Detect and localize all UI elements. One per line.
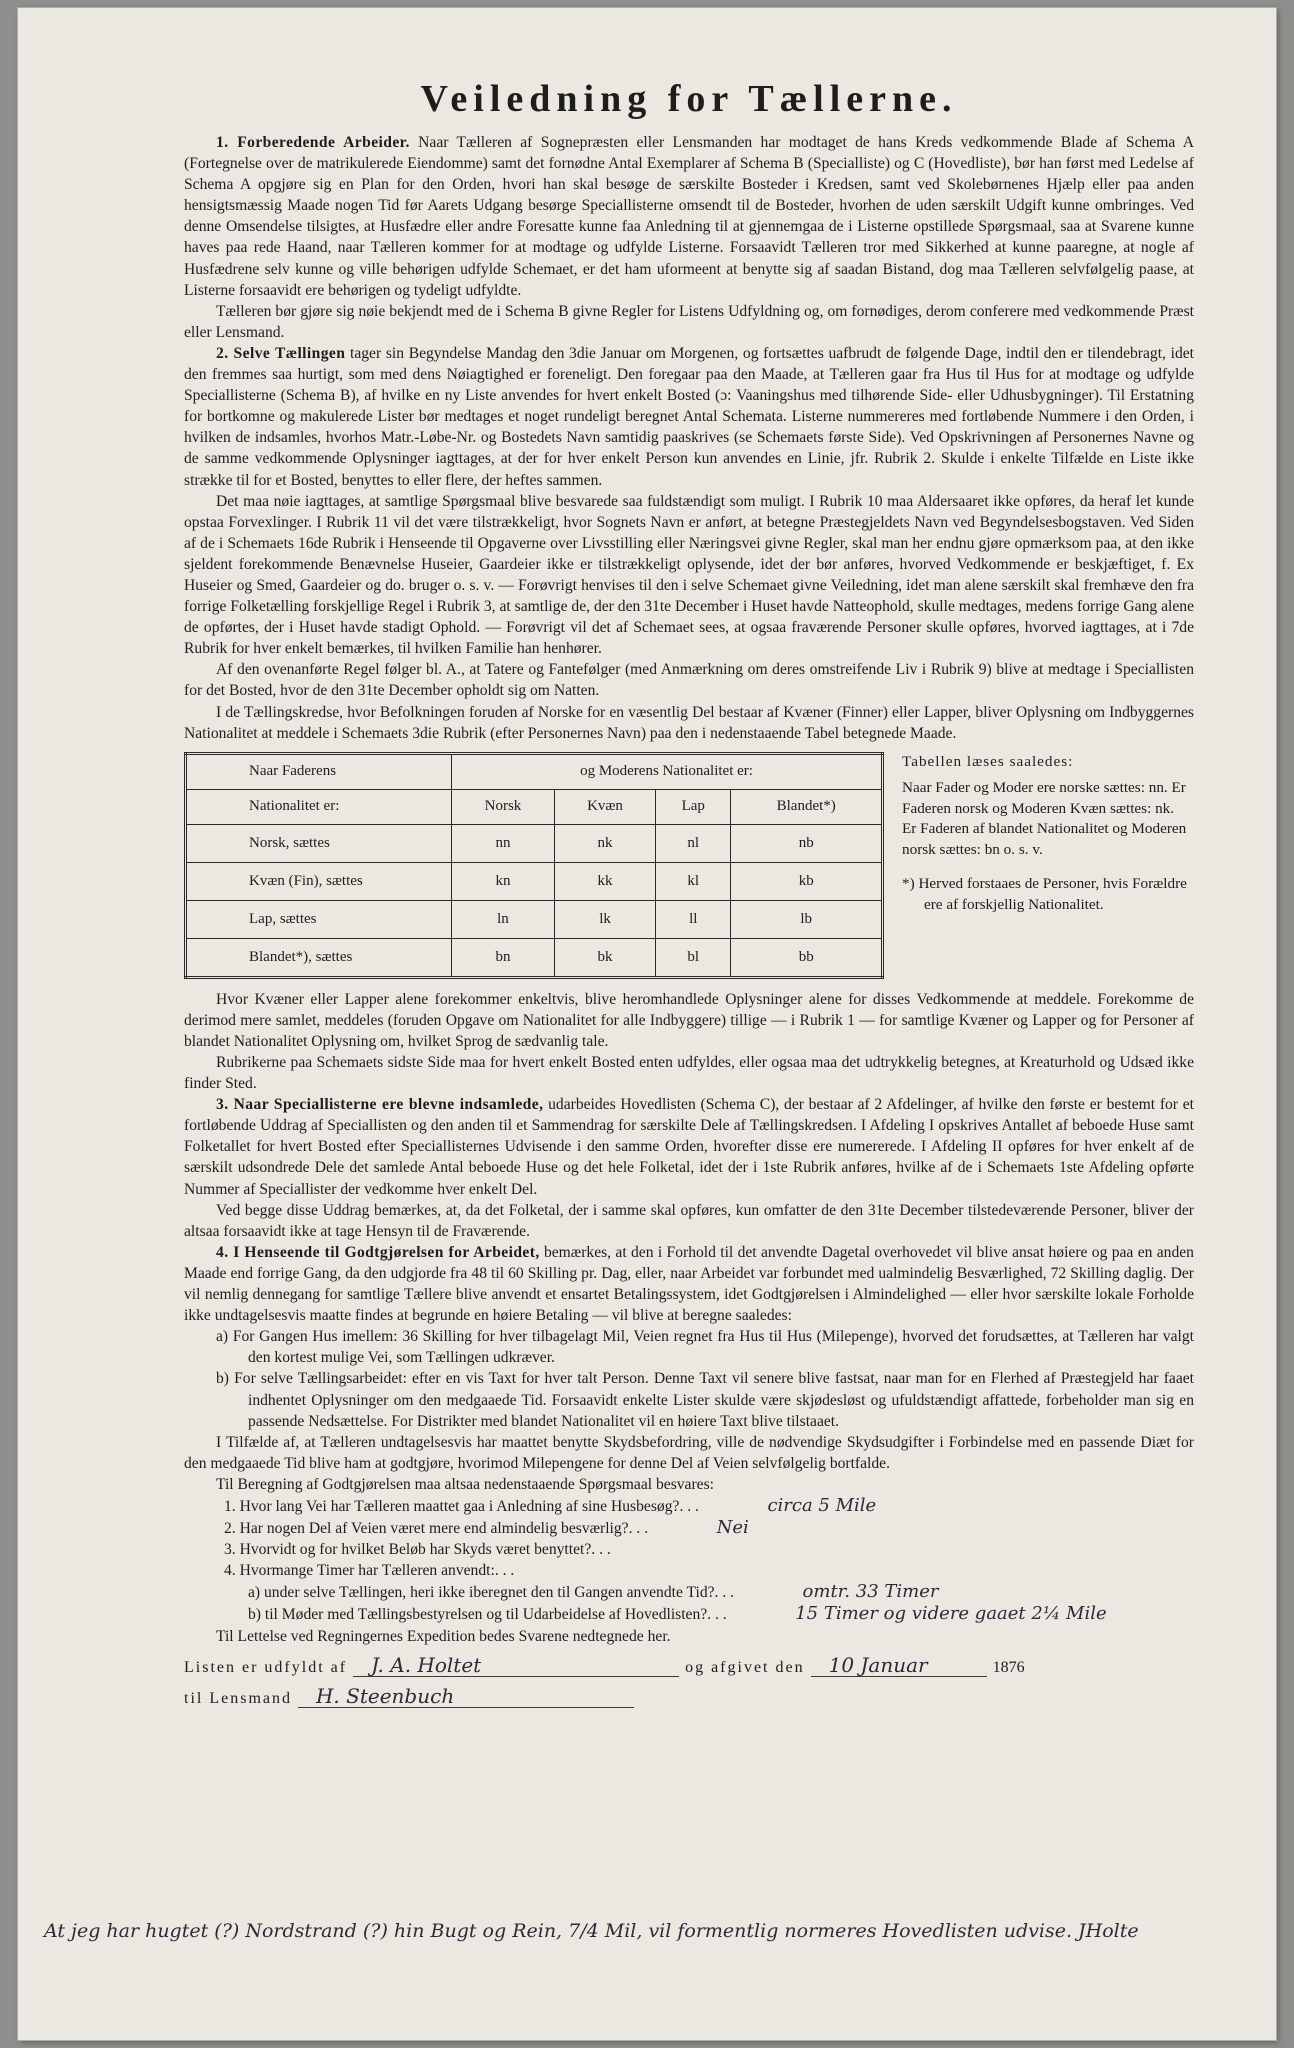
paragraph — [184, 702, 1194, 744]
question-row — [184, 1517, 1194, 1539]
paragraph — [184, 491, 1194, 660]
instructions-part-2 — [184, 989, 1194, 1327]
paragraph — [184, 1052, 1194, 1094]
paragraph-text: Hvor Kvæner eller Lapper alene forekommer enkeltvis, blive heromhandlede Oplysninger alene for disses Vedkommende at meddele. Forekomme de derimod mere samlet, meddeles (foruden Opgave om Nationalitet for alle Indbyggere) tillige — i Rubrik 1 — for samtlige Kvæner og Lapper og for Personer af blandet Nationalitet Oplysning om, hvilket Sprog de sædvanlig tale. — [184, 990, 1194, 1050]
paragraph — [184, 989, 1194, 1052]
paragraph-text: Til Beregning af Godtgjørelsen maa altsaa nedenstaaende Spørgsmaal besvares: — [216, 1475, 714, 1493]
question-dots: . . . — [494, 1562, 515, 1580]
paragraph-text: Rubrikerne paa Schemaets sidste Side maa for hvert enkelt Bosted enten udfyldes, eller ogsaa maa det udtrykkelig betegnes, at Kreaturhold og Udsæd ikke finder Sted. — [184, 1054, 1194, 1093]
question-answer: Nei — [716, 1517, 749, 1539]
table-cell: ln — [452, 900, 555, 938]
question-text: 3. Hvorvidt og for hvilket Beløb har Skyds været benyttet? — [224, 1541, 592, 1559]
table-row — [186, 938, 883, 977]
paragraph — [184, 659, 1194, 701]
question-dots: . . . — [714, 1584, 735, 1602]
table-cell: lb — [731, 900, 883, 938]
paragraph — [184, 132, 1194, 301]
list-item: a) For Gangen Hus imellem: 36 Skilling for hver tilbagelagt Mil, Veien regnet fra Hus til Hus (Milepenge), hvorved det forudsættes, at Tælleren har valgt den kortest mulige Vei, som Tællingen udkræver. — [216, 1328, 1194, 1367]
table-row — [186, 900, 883, 938]
questions-list — [184, 1495, 1194, 1626]
afgivet-label: og afgivet den — [685, 1658, 805, 1676]
document-content — [184, 74, 1194, 1709]
table-cell: ll — [656, 900, 731, 938]
signature-line-1 — [184, 1652, 1194, 1678]
table-cell: kk — [554, 862, 655, 900]
question-text: b) til Møder med Tællingsbestyrelsen og til Udarbeidelse af Hovedlisten? — [248, 1606, 708, 1624]
question-row — [184, 1603, 1194, 1625]
signature-line-2 — [184, 1683, 1194, 1709]
table-cell: bk — [554, 938, 655, 977]
handwritten-note: At jeg har hugtet (?) Nordstrand (?) hin Bugt og Rein, 7/4 Mil, vil formentlig normeres Hovedlisten udvise. JHolte — [44, 1920, 1139, 1942]
nationality-table — [184, 752, 884, 979]
father-header: Naar Faderens — [186, 753, 452, 789]
table-row — [186, 862, 883, 900]
paragraph-lead: 2. Selve Tællingen — [216, 344, 346, 362]
paragraph-text: udarbeides Hovedlisten (Schema C), der bestaar af 2 Afdelinger, af hvilke den første er bestemt for et fortløbende Uddrag af Speciallisten og den anden til et Sammendrag for særskilte Dele af Tællingskredsen. I Afdeling I opskrives Antallet af beboede Huse samt Folketallet for hvert Bosted efter Speciallisternes Udvisende i den samme Orden, hvorefter disse ere numererede. I Afdeling II opføres for hver enkelt af de særskilt udsondrede Dele det samlede Antal beboede Huse og det hele Folketal, idet der i 1ste Rubrik anføres, hvilke af de i Schemaets 1ste Afdeling opførte Nummer af Speciallister der vedkomme hver enkelt Del. — [184, 1096, 1194, 1198]
paragraph-text: I de Tællingskredse, hvor Befolkningen foruden af Norske for en væsentlig Del bestaar af Kvæner (Finner) eller Lapper, bliver Oplysning om Indbyggernes Nationalitet at meddele i Schemaets 3die Rubrik (efter Personernes Navn) paa den i nedenstaaende Tabel betegnede Maade. — [184, 703, 1194, 742]
paragraph-text: Tælleren bør gjøre sig nøie bekjendt med de i Schema B givne Regler for Listens Udfyldning og, om fornødiges, derom conferere med vedkommende Præst eller Lensmand. — [184, 302, 1194, 341]
document-title: Veiledning for Tællerne. — [420, 78, 958, 120]
paragraph-text: I Tilfælde af, at Tælleren undtagelsesvis har maattet benytte Skydsbefordring, ville de nødvendige Skydsudgifter i Forbindelse med en passende Diæt for den medgaaede Tid blive ham at godtgjøre, hvorimod Milepengene for denne Del af Veien selvfølgelig bortfalde. — [184, 1433, 1194, 1472]
table-cell: nl — [656, 824, 731, 862]
legend-text: Naar Fader og Moder ere norske sættes: nn. Er Faderen norsk og Moderen Kvæn sættes: nk. Er Faderen af blandet Nationalitet og Moderen norsk sættes: bn o. s. v. — [902, 779, 1187, 858]
paragraph-lead: 4. I Henseende til Godtgjørelsen for Arbeidet, — [216, 1243, 540, 1261]
paragraph-text: Ved begge disse Uddrag bemærkes, at, da det Folketal, der i samme skal opføres, kun omfatter de den 31te December tilstedeværende Personer, bliver der altsaa forsaavidt ikke at tage Hensyn til de Fraværende. — [184, 1201, 1194, 1240]
table-cell: nk — [554, 824, 655, 862]
paragraph — [184, 1432, 1194, 1474]
year: 1876 — [992, 1658, 1025, 1676]
question-answer: omtr. 33 Timer — [802, 1581, 939, 1603]
question-row — [184, 1495, 1194, 1517]
closing-line: Til Lettelse ved Regningernes Expedition bedes Svarene nedtegnede her. — [216, 1627, 671, 1645]
table-cell: bn — [452, 938, 555, 977]
col-header: Blandet*) — [731, 789, 883, 824]
question-row — [184, 1560, 1194, 1581]
lensmand-name: H. Steenbuch — [298, 1686, 634, 1708]
legend-title: Tabellen læses saaledes: — [902, 752, 1074, 770]
paragraph — [184, 301, 1194, 343]
afgivet-date: 10 Januar — [811, 1655, 987, 1677]
paragraph-text: tager sin Begyndelse Mandag den 3die Januar om Morgenen, og fortsættes uafbrudt de følgende Dage, indtil den er tilendebragt, idet den fremmes saa hurtigt, som med dens Nøiagtighed er foreneligt. Den foregaar paa den Maade, at Tælleren gaar fra Hus til Hus for at modtage og udfylde Speciallisterne (Schema B), af hvilke en ny Liste anvendes for hvert enkelt Bosted (ɔ: Vaaningshus med tilhørende Side- eller Udhusbygninger). Til Erstatning for bortkomne og makulerede Lister bør medtages et noget rundeligt beregnet Antal Schemata. Listerne nummereres med fortløbende Nummere i den Orden, i hvilken de indsamles, hvorhos Matr.-Løbe-Nr. og Bostedets Navn samtidig paaskrives (se Schemaets første Side). Ved Opskrivningen af Personernes Navne og de samme vedkommende Oplysninger iagttages, at der for hver enkelt Person kun anvendes en Linie, jfr. Rubrik 2. Skulde i enkelte Tilfælde en Liste ikke strække til for et Bosted, benyttes to eller flere, der heftes sammen. — [184, 344, 1194, 489]
question-dots: . . . — [679, 1497, 699, 1515]
instructions-part-1 — [184, 132, 1194, 744]
paragraph-text: Det maa nøie iagttages, at samtlige Spørgsmaal blive besvarede saa fuldstændigt som muligt. I Rubrik 10 maa Aldersaaret ikke opføres, da heraf let kunde opstaa Forvexlinger. I Rubrik 11 vil det være tilstrækkeligt, hvor Sognets Navn er anført, at betegne Præstegjeldets Navn ved Begyndelsesbogstaven. Ved Siden af de i Schemaets 16de Rubrik i Henseende til Opgaverne over Livsstilling eller Næringsvei givne Regler, skal man her endnu gjøre opmærksom paa, at den ikke sjeldent forekommende Benævnelse Huseier, Gaardeier ikke er tilstrækkeligt oplysende, idet der bør anføres, hvorved Vedkommende er beskjæftiget, f. Ex Huseier og Smed, Gaardeier og do. bruger o. s. v. — Forøvrigt henvises til den i selve Schemaet givne Veiledning, idet man alene særskilt skal fremhæve den fra forrige Folketælling forskjellige Regel i Rubrik 3, at samtlige de, der den 31te December i Huset havde Natteophold, skulle medtages, medens forrige Gang alene de opførtes, der i Huset havde stadigt Ophold. — Forøvrigt vil det af Schemaet sees, at ogsaa fraværende Personer skulle opføres, hvorved iagttages, at i 7de Rubrik for hver enkelt bemærkes, til hvilken Familie han henhører. — [184, 492, 1194, 658]
question-answer: circa 5 Mile — [767, 1494, 877, 1516]
mother-header: og Moderens Nationalitet er: — [452, 753, 883, 789]
listen-label: Listen er udfyldt af — [184, 1658, 348, 1676]
row-label: Kvæn (Fin), sættes — [186, 862, 452, 900]
paragraph — [184, 1474, 1194, 1495]
question-text: a) under selve Tællingen, heri ikke iberegnet den til Gangen anvendte Tid? — [248, 1584, 715, 1602]
paragraph-text: Af den ovenanførte Regel følger bl. A., at Tatere og Fantefølger (med Anmærkning om deres omstreifende Liv i Rubrik 9) blive at medtage i Speciallisten for det Bosted, hvor de den 31te December opholdt sig om Natten. — [184, 661, 1194, 700]
table-cell: lk — [554, 900, 655, 938]
question-answer: 15 Timer og videre gaaet 2¼ Mile — [795, 1603, 1107, 1625]
legend-footnote: *) Herved forstaaes de Personer, hvis Forældre ere af forskjellig Nationalitet. — [902, 875, 1187, 913]
table-cell: bl — [656, 938, 731, 977]
row-label: Lap, sættes — [186, 900, 452, 938]
paragraph — [184, 1094, 1194, 1199]
instructions-part-3 — [184, 1432, 1194, 1495]
col-header: Norsk — [452, 789, 555, 824]
paragraph — [184, 1242, 1194, 1326]
question-row — [184, 1539, 1194, 1560]
question-text: 1. Hvor lang Vei har Tælleren maattet gaa i Anledning af sine Husbesøg? — [224, 1497, 680, 1515]
table-cell: kb — [731, 862, 883, 900]
table-row — [186, 824, 883, 862]
payment-items — [184, 1326, 1194, 1431]
question-text: 2. Har nogen Del af Veien været mere end almindelig besværlig? — [224, 1520, 629, 1538]
question-dots: . . . — [628, 1520, 649, 1538]
row-label: Blandet*), sættes — [186, 938, 452, 977]
table-cell: kl — [656, 862, 731, 900]
paragraph — [184, 1200, 1194, 1242]
paragraph-text: bemærkes, at den i Forhold til det anvendte Dagetal overhovedet vil blive ansat høiere og paa en anden Maade end forrige Gang, da den udgjorde fra 48 til 60 Skilling pr. Dag, eller, naar Arbeidet var forbundet med ualmindelig Besværlighed, 72 Skilling daglig. Der vil nemlig dennegang for samtlige Tællere blive anvendt et ensartet Betalingssystem, idet Godtgjørelsen i Almindelighed — eller hvor særskilte lokale Forholde ikke undtagelsesvis maatte findes at begrunde en høiere Betaling — vil blive at beregne saaledes: — [184, 1243, 1194, 1325]
table-legend — [902, 752, 1192, 916]
paragraph-text: Naar Tælleren af Sognepræsten eller Lensmanden har modtaget de hans Kreds vedkommende Blade af Schema A (Fortegnelse over de matrikulerede Eiendomme) samt det fornødne Antal Exemplarer af Schema B (Specialliste) og C (Hovedliste), bør han først med Ledelse af Schema A opgjøre sig en Plan for den Orden, hvori han skal besøge de særskilte Bosteder i Kredsen, samt ved Skolebørnenes Hjælp eller paa anden hensigtsmæssig Maade nogen Tid før Aarets Udgang besørge Speciallisterne omsendt til de Bosteder, hvorhen de uden særskilt Udgift kunne ombringes. Ved denne Omsendelse tilsigtes, at Husfædre eller andre Foresatte kunne faa Anledning til at gjennemgaa de i Listerne opstillede Spørgsmaal, saa at Svarene kunne haves paa rede Haand, naar Tælleren kommer for at modtage og udfylde Listerne. Forsaavidt Tælleren tror med Sikkerhed at kunne paaregne, at nogle af Husfædrene selv kunne og ville behørigen udfylde Schemaet, er det ham uformeent at benytte sig af saadan Bistand, dog maa Tælleren selvfølgelig paase, at Listerne forsaavidt ere behørigen og tydeligt udfyldte. — [184, 134, 1194, 299]
table-cell: bb — [731, 938, 883, 977]
paragraph — [184, 343, 1194, 491]
question-dots: . . . — [707, 1606, 727, 1624]
list-item: b) For selve Tællingsarbeidet: efter en vis Taxt for hver talt Person. Denne Taxt vil senere blive fastsat, naar man for en Flerhed af Præstegjeld har faaet indhentet Oplysninger om den medgaaede Tid. Forsaavidt enkelte Lister skulde være skjødesløst og ufuldstændigt affattede, forbeholder man sig en passende Nedsættelse. For Distrikter med blandet Nationalitet vil en høiere Taxt blive tilstaaet. — [216, 1370, 1194, 1430]
question-dots: . . . — [591, 1541, 611, 1559]
table-cell: nb — [731, 824, 883, 862]
col-header: Lap — [656, 789, 731, 824]
listen-name: J. A. Holtet — [353, 1655, 679, 1677]
question-text: 4. Hvormange Timer har Tælleren anvendt: — [224, 1562, 495, 1580]
father-header-2: Nationalitet er: — [186, 789, 452, 824]
paragraph-lead: 3. Naar Speciallisterne ere blevne indsamlede, — [216, 1096, 544, 1114]
col-header: Kvæn — [554, 789, 655, 824]
nationality-section — [184, 752, 1194, 979]
paragraph-lead: 1. Forberedende Arbeider. — [216, 134, 410, 151]
row-label: Norsk, sættes — [186, 824, 452, 862]
table-cell: kn — [452, 862, 555, 900]
question-row — [184, 1581, 1194, 1603]
table-cell: nn — [452, 824, 555, 862]
lensmand-label: til Lensmand — [184, 1689, 292, 1707]
